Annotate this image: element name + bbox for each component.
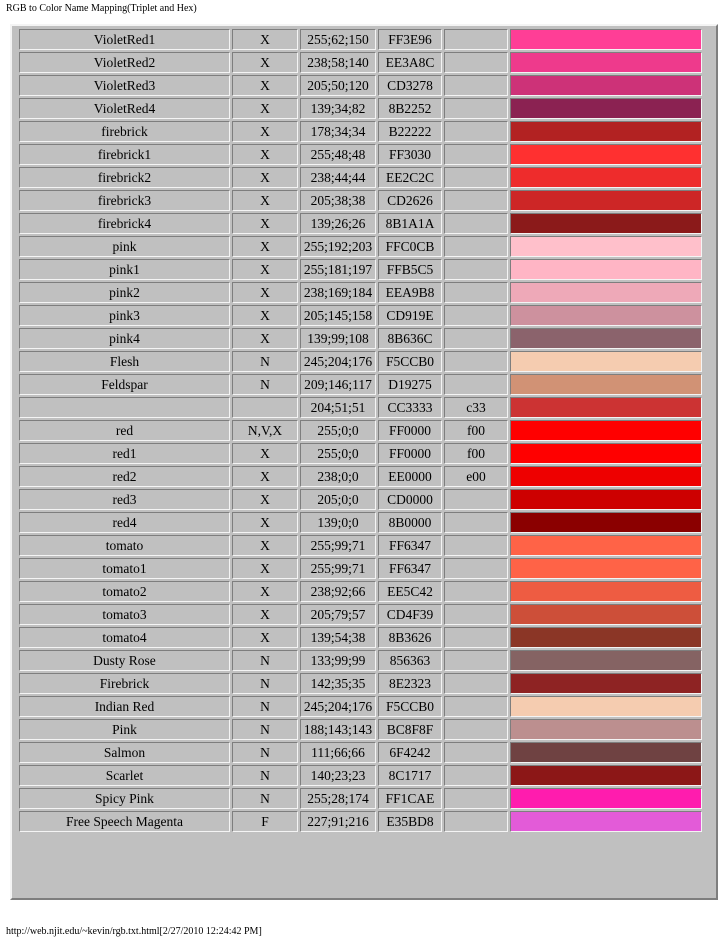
color-short-hex-cell [444,719,508,740]
color-name-cell: VioletRed2 [19,52,230,73]
color-source-cell: X [232,144,298,165]
color-hex-cell: CD2626 [378,190,442,211]
color-rgb-triplet-cell: 245;204;176 [300,696,376,717]
color-swatch-cell [510,420,702,441]
color-swatch-cell [510,190,702,211]
color-name-cell: firebrick3 [19,190,230,211]
color-hex-cell: EE2C2C [378,167,442,188]
color-rgb-triplet-cell: 255;28;174 [300,788,376,809]
color-rgb-triplet-cell: 238;0;0 [300,466,376,487]
color-rgb-triplet-cell: 205;38;38 [300,190,376,211]
color-short-hex-cell [444,742,508,763]
color-name-cell: Firebrick [19,673,230,694]
color-swatch-cell [510,604,702,625]
color-rgb-triplet-cell: 139;99;108 [300,328,376,349]
color-swatch-cell [510,282,702,303]
color-rgb-triplet-cell: 227;91;216 [300,811,376,832]
color-name-cell: VioletRed4 [19,98,230,119]
color-hex-cell: 8B3626 [378,627,442,648]
color-rgb-triplet-cell: 142;35;35 [300,673,376,694]
color-swatch-cell [510,52,702,73]
color-name-cell: firebrick2 [19,167,230,188]
color-hex-cell: FFB5C5 [378,259,442,280]
table-row [19,512,702,533]
color-swatch-cell [510,167,702,188]
table-row [19,420,702,441]
color-source-cell: X [232,535,298,556]
color-source-cell: N [232,650,298,671]
color-name-cell: Scarlet [19,765,230,786]
color-rgb-triplet-cell: 140;23;23 [300,765,376,786]
color-name-cell: tomato [19,535,230,556]
color-source-cell: N [232,765,298,786]
color-swatch-cell [510,374,702,395]
color-hex-cell: 8B1A1A [378,213,442,234]
color-swatch-cell [510,328,702,349]
color-source-cell: N [232,696,298,717]
color-source-cell: N [232,673,298,694]
color-short-hex-cell [444,236,508,257]
color-short-hex-cell [444,29,508,50]
color-short-hex-cell [444,98,508,119]
color-swatch-cell [510,213,702,234]
color-short-hex-cell [444,627,508,648]
color-source-cell: X [232,604,298,625]
color-short-hex-cell [444,650,508,671]
color-swatch-cell [510,581,702,602]
table-row [19,282,702,303]
color-swatch-cell [510,489,702,510]
color-name-cell: red1 [19,443,230,464]
color-rgb-triplet-cell: 205;79;57 [300,604,376,625]
color-rgb-triplet-cell: 205;50;120 [300,75,376,96]
table-row [19,75,702,96]
table-row [19,443,702,464]
color-short-hex-cell [444,328,508,349]
color-name-cell: firebrick1 [19,144,230,165]
color-short-hex-cell [444,673,508,694]
color-short-hex-cell [444,811,508,832]
table-row [19,167,702,188]
color-name-cell: Indian Red [19,696,230,717]
color-rgb-triplet-cell: 255;181;197 [300,259,376,280]
color-short-hex-cell [444,75,508,96]
color-name-cell: firebrick [19,121,230,142]
table-row [19,144,702,165]
color-source-cell: X [232,190,298,211]
table-row [19,558,702,579]
color-short-hex-cell [444,351,508,372]
color-name-cell: pink4 [19,328,230,349]
color-short-hex-cell: f00 [444,420,508,441]
color-rgb-triplet-cell: 255;192;203 [300,236,376,257]
color-name-cell: tomato1 [19,558,230,579]
color-rgb-triplet-cell: 238;58;140 [300,52,376,73]
color-source-cell: X [232,213,298,234]
color-name-cell: pink [19,236,230,257]
table-row [19,374,702,395]
table-row [19,650,702,671]
table-row [19,305,702,326]
color-source-cell: X [232,328,298,349]
color-rgb-triplet-cell: 139;0;0 [300,512,376,533]
color-name-cell: VioletRed3 [19,75,230,96]
table-row [19,627,702,648]
color-short-hex-cell [444,144,508,165]
color-swatch-cell [510,236,702,257]
color-name-cell: red4 [19,512,230,533]
table-row [19,52,702,73]
color-hex-cell: F5CCB0 [378,696,442,717]
color-source-cell: X [232,512,298,533]
table-row [19,765,702,786]
color-short-hex-cell [444,558,508,579]
color-hex-cell: FF1CAE [378,788,442,809]
color-swatch-cell [510,305,702,326]
color-swatch-cell [510,535,702,556]
table-row [19,98,702,119]
color-source-cell: X [232,29,298,50]
color-source-cell: X [232,52,298,73]
table-row [19,604,702,625]
color-short-hex-cell [444,765,508,786]
color-swatch-cell [510,443,702,464]
color-hex-cell: 856363 [378,650,442,671]
color-name-cell: Spicy Pink [19,788,230,809]
color-swatch-cell [510,144,702,165]
table-row [19,696,702,717]
table-row [19,535,702,556]
color-short-hex-cell [444,52,508,73]
color-rgb-triplet-cell: 204;51;51 [300,397,376,418]
color-rgb-triplet-cell: 139;54;38 [300,627,376,648]
color-hex-cell: D19275 [378,374,442,395]
table-row [19,811,702,832]
color-swatch-cell [510,765,702,786]
color-name-cell: firebrick4 [19,213,230,234]
table-row [19,213,702,234]
color-name-cell: tomato3 [19,604,230,625]
color-source-cell: X [232,259,298,280]
color-hex-cell: FF3E96 [378,29,442,50]
color-source-cell: X [232,627,298,648]
color-rgb-triplet-cell: 255;0;0 [300,443,376,464]
color-mapping-table [17,27,704,834]
color-name-cell: red [19,420,230,441]
color-rgb-triplet-cell: 188;143;143 [300,719,376,740]
table-row [19,581,702,602]
color-short-hex-cell [444,190,508,211]
color-short-hex-cell [444,696,508,717]
color-rgb-triplet-cell: 205;0;0 [300,489,376,510]
color-hex-cell: EE0000 [378,466,442,487]
table-row [19,236,702,257]
color-short-hex-cell [444,374,508,395]
color-source-cell: X [232,75,298,96]
color-name-cell: pink1 [19,259,230,280]
table-row [19,719,702,740]
color-name-cell: red3 [19,489,230,510]
color-source-cell: F [232,811,298,832]
color-hex-cell: EEA9B8 [378,282,442,303]
color-short-hex-cell [444,535,508,556]
color-swatch-cell [510,558,702,579]
color-swatch-cell [510,121,702,142]
color-source-cell: N [232,374,298,395]
color-hex-cell: 8B636C [378,328,442,349]
color-swatch-cell [510,742,702,763]
table-row [19,121,702,142]
color-hex-cell: CD3278 [378,75,442,96]
color-swatch-cell [510,351,702,372]
color-source-cell: X [232,558,298,579]
color-swatch-cell [510,788,702,809]
color-hex-cell: CD919E [378,305,442,326]
color-short-hex-cell [444,167,508,188]
color-source-cell: X [232,489,298,510]
color-short-hex-cell [444,604,508,625]
color-source-cell: X [232,121,298,142]
color-source-cell: X [232,581,298,602]
color-source-cell: N [232,719,298,740]
color-hex-cell: 8B2252 [378,98,442,119]
color-source-cell: N [232,351,298,372]
color-hex-cell: FF6347 [378,558,442,579]
color-source-cell: X [232,236,298,257]
color-short-hex-cell [444,581,508,602]
color-swatch-cell [510,650,702,671]
color-hex-cell: 8E2323 [378,673,442,694]
color-name-cell: tomato4 [19,627,230,648]
color-rgb-triplet-cell: 111;66;66 [300,742,376,763]
color-rgb-triplet-cell: 255;48;48 [300,144,376,165]
color-rgb-triplet-cell: 209;146;117 [300,374,376,395]
color-hex-cell: FF6347 [378,535,442,556]
color-swatch-cell [510,259,702,280]
color-swatch-cell [510,673,702,694]
color-short-hex-cell [444,259,508,280]
color-short-hex-cell: e00 [444,466,508,487]
color-name-cell: Salmon [19,742,230,763]
color-source-cell: X [232,98,298,119]
color-name-cell: VioletRed1 [19,29,230,50]
color-swatch-cell [510,75,702,96]
color-swatch-cell [510,466,702,487]
color-rgb-triplet-cell: 255;99;71 [300,535,376,556]
color-name-cell: Feldspar [19,374,230,395]
color-hex-cell: 8C1717 [378,765,442,786]
color-hex-cell: B22222 [378,121,442,142]
color-hex-cell: EE3A8C [378,52,442,73]
color-hex-cell: FF0000 [378,443,442,464]
table-row [19,788,702,809]
color-rgb-triplet-cell: 238;169;184 [300,282,376,303]
color-hex-cell: CC3333 [378,397,442,418]
color-swatch-cell [510,512,702,533]
color-hex-cell: EE5C42 [378,581,442,602]
color-hex-cell: CD0000 [378,489,442,510]
color-hex-cell: F5CCB0 [378,351,442,372]
color-source-cell: X [232,305,298,326]
color-hex-cell: CD4F39 [378,604,442,625]
table-row [19,351,702,372]
color-name-cell: tomato2 [19,581,230,602]
color-source-cell [232,397,298,418]
color-source-cell: N [232,788,298,809]
color-source-cell: X [232,167,298,188]
color-name-cell: Pink [19,719,230,740]
color-name-cell: pink3 [19,305,230,326]
color-rgb-triplet-cell: 255;99;71 [300,558,376,579]
color-source-cell: X [232,466,298,487]
color-hex-cell: FF0000 [378,420,442,441]
color-hex-cell: FF3030 [378,144,442,165]
color-rgb-triplet-cell: 245;204;176 [300,351,376,372]
table-row [19,29,702,50]
color-swatch-cell [510,29,702,50]
color-swatch-cell [510,627,702,648]
color-name-cell: Flesh [19,351,230,372]
color-rgb-triplet-cell: 238;92;66 [300,581,376,602]
color-source-cell: X [232,282,298,303]
color-short-hex-cell: c33 [444,397,508,418]
color-name-cell: Dusty Rose [19,650,230,671]
table-row [19,742,702,763]
table-row [19,466,702,487]
color-name-cell [19,397,230,418]
color-rgb-triplet-cell: 139;26;26 [300,213,376,234]
color-hex-cell: FFC0CB [378,236,442,257]
color-name-cell: red2 [19,466,230,487]
color-swatch-cell [510,397,702,418]
table-row [19,328,702,349]
color-short-hex-cell [444,213,508,234]
color-short-hex-cell: f00 [444,443,508,464]
color-name-cell: Free Speech Magenta [19,811,230,832]
color-short-hex-cell [444,282,508,303]
color-table-body [19,29,702,832]
color-swatch-cell [510,696,702,717]
color-short-hex-cell [444,489,508,510]
color-rgb-triplet-cell: 205;145;158 [300,305,376,326]
color-hex-cell: E35BD8 [378,811,442,832]
color-rgb-triplet-cell: 255;62;150 [300,29,376,50]
table-row [19,190,702,211]
color-table-frame [10,24,718,900]
color-rgb-triplet-cell: 133;99;99 [300,650,376,671]
color-source-cell: X [232,443,298,464]
table-row [19,259,702,280]
color-hex-cell: 8B0000 [378,512,442,533]
table-row [19,673,702,694]
color-hex-cell: 6F4242 [378,742,442,763]
color-short-hex-cell [444,305,508,326]
table-row [19,489,702,510]
color-swatch-cell [510,811,702,832]
color-rgb-triplet-cell: 255;0;0 [300,420,376,441]
page-footer-url: http://web.njit.edu/~kevin/rgb.txt.html[2/27/2010 12:24:42 PM] [6,926,262,937]
color-rgb-triplet-cell: 139;34;82 [300,98,376,119]
color-hex-cell: BC8F8F [378,719,442,740]
color-source-cell: N,V,X [232,420,298,441]
table-row [19,397,702,418]
color-rgb-triplet-cell: 178;34;34 [300,121,376,142]
color-rgb-triplet-cell: 238;44;44 [300,167,376,188]
color-short-hex-cell [444,512,508,533]
color-short-hex-cell [444,121,508,142]
color-swatch-cell [510,98,702,119]
color-source-cell: N [232,742,298,763]
color-short-hex-cell [444,788,508,809]
color-name-cell: pink2 [19,282,230,303]
page-header-title: RGB to Color Name Mapping(Triplet and Hex) [6,3,197,14]
color-swatch-cell [510,719,702,740]
